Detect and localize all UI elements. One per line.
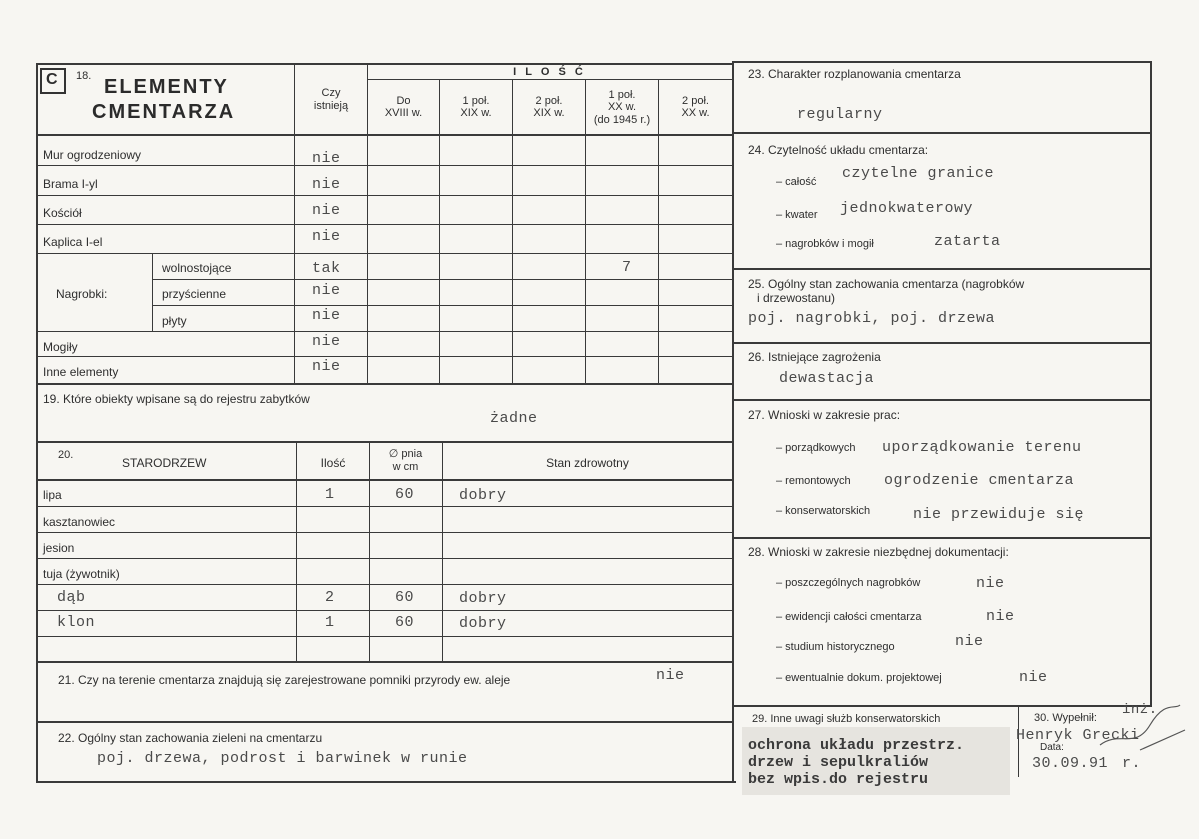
rule xyxy=(36,558,734,559)
s27-item-label: – remontowych xyxy=(776,475,851,487)
s20-col-pnia-unit: w cm xyxy=(392,461,419,473)
s30-prefix: inż. xyxy=(1122,702,1158,718)
s29-line: ochrona układu przestrz. xyxy=(748,737,965,754)
rule xyxy=(36,224,734,225)
s28-label: 28. Wnioski w zakresie niezbędnej dokumentacji: xyxy=(748,545,1009,559)
s30-date-label: Data: xyxy=(1040,742,1064,753)
tree-species: tuja (żywotnik) xyxy=(43,567,120,581)
rule xyxy=(658,79,659,385)
tree-state: dobry xyxy=(459,590,507,607)
s28-item-label: – ewentualnie dokum. projektowej xyxy=(776,672,942,684)
rule xyxy=(512,79,513,385)
s23-label: 23. Charakter rozplanowania cmentarza xyxy=(748,67,961,81)
rule xyxy=(732,342,1152,344)
s30-name: Henryk Grecki xyxy=(1016,727,1140,744)
rule xyxy=(369,441,370,662)
rule xyxy=(36,383,734,385)
s28-item-value: nie xyxy=(1019,669,1048,686)
s27-label: 27. Wnioski w zakresie prac: xyxy=(748,408,901,422)
element-value-mur: nie xyxy=(312,150,341,167)
s21-label: 21. Czy na terenie cmentarza znajdują się zarejestrowane pomniki przyrody ew. aleje xyxy=(58,673,511,687)
s23-value: regularny xyxy=(797,106,883,123)
section-title-line2: CMENTARZA xyxy=(92,101,236,123)
s24-item-value: zatarta xyxy=(934,233,1001,250)
element-label-wolnostojace: wolnostojące xyxy=(162,261,232,275)
element-label-mogily: Mogiły xyxy=(43,340,78,354)
signature-scribble xyxy=(1080,700,1190,770)
element-value-przyscienne: nie xyxy=(312,282,341,299)
s24-item-label: – nagrobków i mogił xyxy=(776,238,874,250)
s29-line: bez wpis.do rejestru xyxy=(748,771,929,788)
col-header: XX w. xyxy=(607,101,637,113)
element-label-mur: Mur ogrodzeniowy xyxy=(43,148,142,162)
col-header-ilosc: I L O Ś Ć xyxy=(513,66,586,78)
col-header: 2 poł. xyxy=(682,95,709,107)
tree-diameter: 60 xyxy=(395,486,415,503)
s20-col-stan: Stan zdrowotny xyxy=(546,456,629,470)
rule xyxy=(732,537,1152,539)
rule xyxy=(296,441,297,662)
tree-diameter: 60 xyxy=(395,614,415,631)
rule xyxy=(36,584,734,585)
tree-state: dobry xyxy=(459,615,507,632)
rule xyxy=(36,721,734,723)
tree-count: 1 xyxy=(325,486,335,503)
s20-col-pnia: ∅ pnia xyxy=(388,448,423,460)
rule xyxy=(442,441,443,662)
rule xyxy=(36,479,734,481)
s22-value: poj. drzewa, podrost i barwinek w runie xyxy=(97,750,468,767)
rule xyxy=(36,165,734,166)
rule xyxy=(36,661,734,663)
rule xyxy=(36,63,732,65)
col-header: (do 1945 r.) xyxy=(593,114,651,126)
col-header: 1 poł. xyxy=(462,95,490,107)
tree-diameter: 60 xyxy=(395,589,415,606)
rule xyxy=(36,532,734,533)
s26-label: 26. Istniejące zagrożenia xyxy=(748,350,881,364)
rule xyxy=(36,331,734,332)
tree-species: klon xyxy=(57,614,96,631)
element-value-wolnostojace: tak xyxy=(312,260,341,277)
s28-item-label: – poszczególnych nagrobków xyxy=(776,577,921,589)
s21-value: nie xyxy=(656,667,685,684)
s24-label: 24. Czytelność układu cmentarza: xyxy=(748,143,929,157)
nagrobki-label: Nagrobki: xyxy=(56,287,108,301)
s24-item-label: – kwater xyxy=(776,209,818,221)
element-value-mogily: nie xyxy=(312,333,341,350)
rule xyxy=(732,268,1152,270)
s28-item-value: nie xyxy=(976,575,1005,592)
s28-item-label: – ewidencji całości cmentarza xyxy=(776,611,922,623)
s28-item-value: nie xyxy=(955,633,984,650)
s24-item-value: jednokwaterowy xyxy=(840,200,974,217)
s22-label: 22. Ogólny stan zachowania zieleni na cmentarzu xyxy=(58,731,323,745)
s24-item-value: czytelne granice xyxy=(842,165,995,182)
element-count-wolnostojace: 7 xyxy=(622,259,632,276)
element-value-inne: nie xyxy=(312,358,341,375)
tree-species: lipa xyxy=(43,488,62,502)
s26-value: dewastacja xyxy=(779,370,875,387)
s19-value: żadne xyxy=(490,410,538,427)
rule xyxy=(36,610,734,611)
col-header: 1 poł. xyxy=(608,89,636,101)
s28-item-label: – studium historycznego xyxy=(776,641,895,653)
s20-col-ilosc: Ilość xyxy=(320,456,346,470)
element-value-kaplica: nie xyxy=(312,228,341,245)
element-value-brama: nie xyxy=(312,176,341,193)
rule xyxy=(1150,61,1152,706)
s30-label: 30. Wypełnił: xyxy=(1034,712,1097,724)
rule xyxy=(152,253,153,331)
col-header: XIX w. xyxy=(533,107,565,119)
s28-item-value: nie xyxy=(986,608,1015,625)
rule xyxy=(36,636,734,637)
s19-label: 19. Które obiekty wpisane są do rejestru zabytków xyxy=(43,392,310,406)
col-header: XX w. xyxy=(681,107,710,119)
s25-label-cont: i drzewostanu) xyxy=(757,291,836,305)
tree-count: 2 xyxy=(325,589,335,606)
tree-species: dąb xyxy=(57,589,86,606)
element-label-kaplica: Kaplica I-el xyxy=(43,235,103,249)
section-number: 18. xyxy=(76,70,92,82)
rule xyxy=(732,132,1152,134)
rule xyxy=(36,441,734,443)
s29-label: 29. Inne uwagi służb konserwatorskich xyxy=(752,713,941,725)
col-header-istnieja: istnieją xyxy=(313,100,349,112)
rule xyxy=(36,195,734,196)
rule xyxy=(36,781,736,783)
s27-item-label: – konserwatorskich xyxy=(776,505,871,517)
rule xyxy=(36,134,734,136)
s25-value: poj. nagrobki, poj. drzewa xyxy=(748,310,996,327)
s20-number: 20. xyxy=(58,449,74,461)
rule xyxy=(439,79,440,385)
col-header: 2 poł. xyxy=(535,95,563,107)
rule xyxy=(732,63,734,783)
card-letter-box xyxy=(40,68,66,94)
rule xyxy=(36,253,734,254)
element-label-kosciol: Kościół xyxy=(43,206,82,220)
tree-count: 1 xyxy=(325,614,335,631)
s29-line: drzew i sepulkraliów xyxy=(748,754,929,771)
rule xyxy=(36,506,734,507)
s30-date-suffix: r. xyxy=(1122,755,1142,772)
rule xyxy=(36,356,734,357)
s30-date: 30.09.91 xyxy=(1032,755,1109,772)
s25-label: 25. Ogólny stan zachowania cmentarza (nagrobków xyxy=(748,277,1025,291)
tree-species: kasztanowiec xyxy=(43,515,116,529)
element-label-przyscienne: przyścienne xyxy=(162,287,227,301)
element-value-kosciol: nie xyxy=(312,202,341,219)
element-label-plyty: płyty xyxy=(162,314,187,328)
s24-item-label: – całość xyxy=(776,176,817,188)
col-header: Do xyxy=(396,95,411,107)
rule xyxy=(152,279,734,280)
tree-species: jesion xyxy=(43,541,75,555)
card-letter: C xyxy=(46,71,58,88)
section-title-line1: ELEMENTY xyxy=(104,76,229,98)
rule xyxy=(732,399,1152,401)
element-label-brama: Brama I-yl xyxy=(43,177,98,191)
element-value-plyty: nie xyxy=(312,307,341,324)
tree-state: dobry xyxy=(459,487,507,504)
col-header: XVIII w. xyxy=(384,107,423,119)
rule xyxy=(152,305,734,306)
s27-item-value: nie przewiduje się xyxy=(913,506,1085,523)
s27-item-value: ogrodzenie cmentarza xyxy=(884,472,1075,489)
element-label-inne: Inne elementy xyxy=(43,365,119,379)
rule xyxy=(367,79,732,80)
rule xyxy=(732,61,1152,63)
s20-title: STARODRZEW xyxy=(122,456,207,470)
s27-item-value: uporządkowanie terenu xyxy=(882,439,1082,456)
s27-item-label: – porządkowych xyxy=(776,442,856,454)
rule xyxy=(36,63,38,783)
col-header: XIX w. xyxy=(460,107,492,119)
col-header-czy: Czy xyxy=(321,87,341,99)
